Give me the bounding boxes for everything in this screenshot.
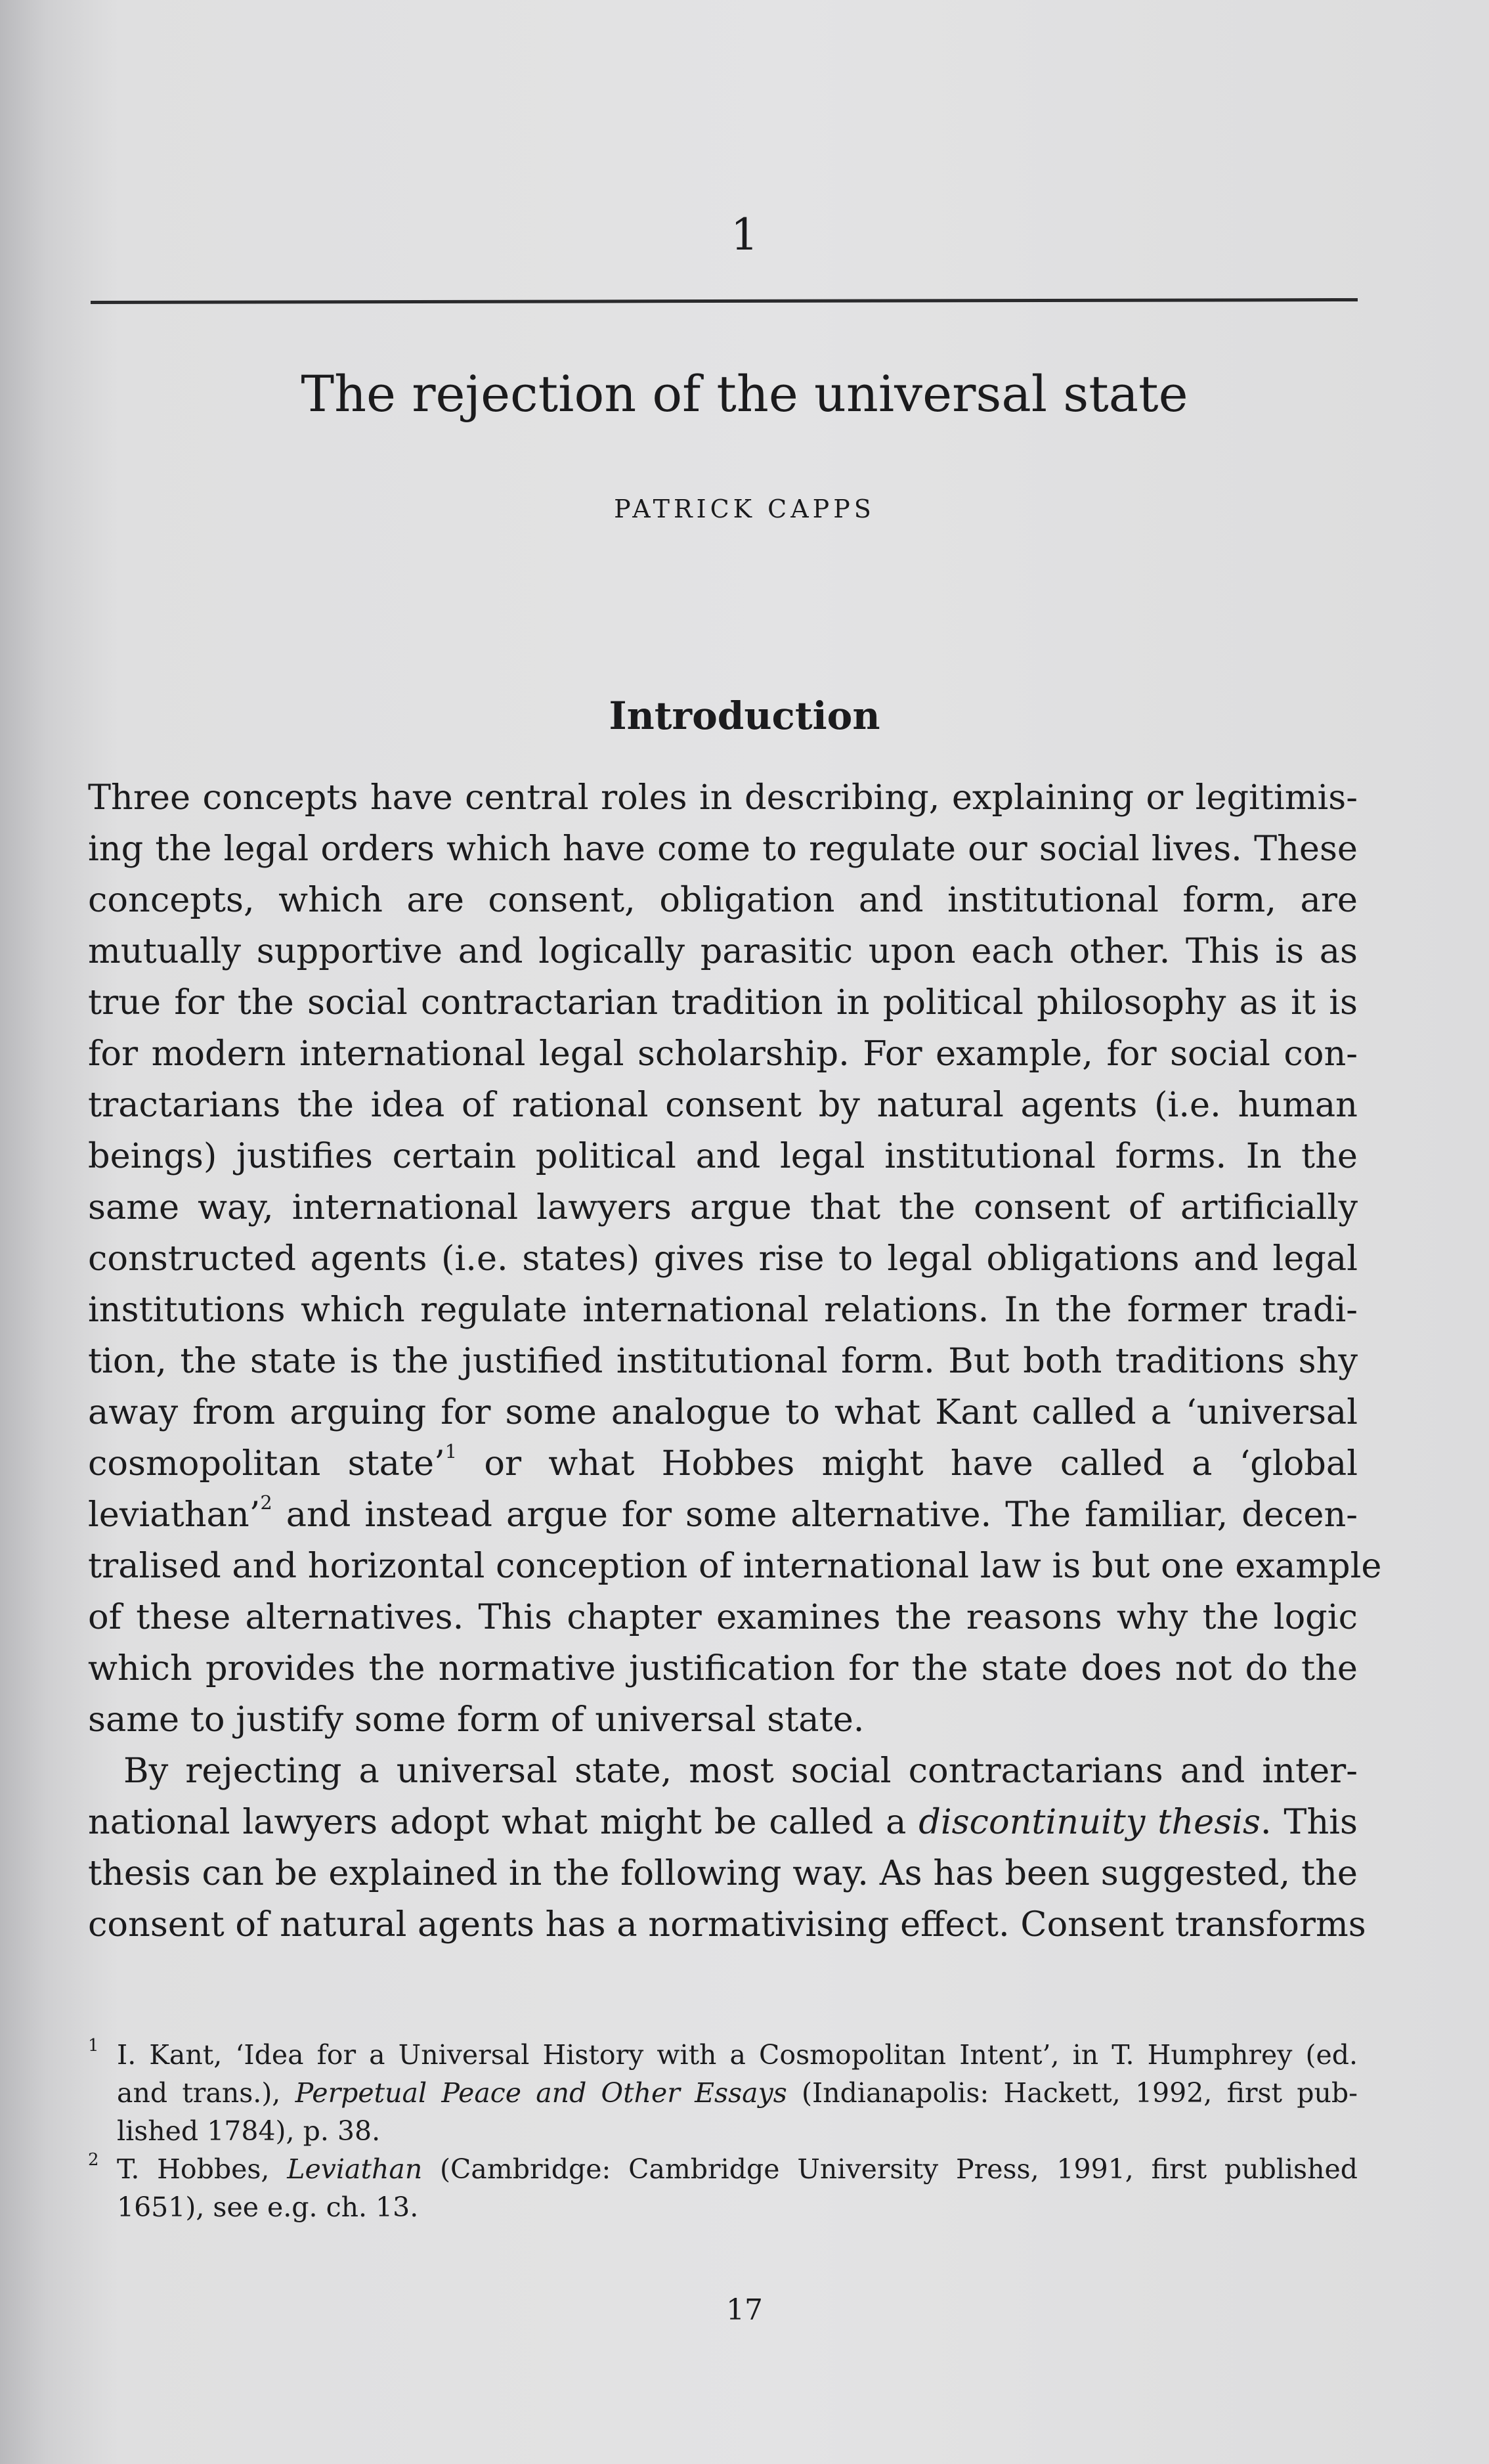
text-line: which provides the normative justification for the state does not do the — [88, 1648, 1358, 1688]
text-fragment: or what Hobbes might have called a ‘global — [457, 1443, 1358, 1484]
chapter-number: 1 — [731, 209, 758, 260]
footnotes — [88, 2036, 1358, 2226]
footnote-line — [117, 2150, 1358, 2188]
text-fragment: cosmopolitan state’ — [88, 1443, 445, 1484]
footnote-mark: 2 — [88, 2150, 99, 2170]
footnote-ref-1: 1 — [444, 1440, 458, 1463]
footnote-line: I. Kant, ‘Idea for a Universal History with a Cosmopolitan Intent’, in T. Humphrey (ed. — [117, 2039, 1358, 2071]
footnote-line: 1651), see e.g. ch. 13. — [117, 2191, 419, 2223]
text-fragment: national lawyers adopt what might be called a — [88, 1802, 919, 1842]
text-line: Three concepts have central roles in describing, explaining or legitimis- — [88, 778, 1358, 818]
text-fragment: leviathan’ — [88, 1495, 261, 1535]
text-line: away from arguing for some analogue to what Kant called a ‘universal — [88, 1392, 1358, 1432]
footnote-line — [117, 2074, 1358, 2112]
paragraph-1 — [88, 772, 1382, 1746]
italic-title: Perpetual Peace and Other Essays — [295, 2077, 787, 2109]
text-line: true for the social contractarian tradition in political philosophy as it is — [88, 982, 1358, 1023]
text-line: beings) justifies certain political and legal institutional forms. In the — [88, 1136, 1358, 1176]
footnote-1 — [88, 2036, 1358, 2150]
text-fragment: (Indianapolis: Hackett, 1992, first pub- — [787, 2077, 1358, 2109]
text-line: institutions which regulate international relations. In the former tradi- — [88, 1290, 1358, 1330]
text-line: thesis can be explained in the following way. As has been suggested, the — [88, 1853, 1358, 1893]
text-line: same way, international lawyers argue that the consent of artificially — [88, 1187, 1358, 1227]
section-heading: Introduction — [609, 693, 880, 738]
text-line: tralised and horizontal conception of international law is but one example — [88, 1546, 1382, 1586]
text-line: same to justify some form of universal state. — [88, 1700, 865, 1740]
footnote-2 — [88, 2150, 1358, 2226]
text-line: concepts, which are consent, obligation and institutional form, are — [88, 880, 1358, 920]
text-line: constructed agents (i.e. states) gives rise to legal obligations and legal — [88, 1239, 1358, 1279]
text-fragment: . This — [1260, 1802, 1358, 1842]
text-line: By rejecting a universal state, most social contractarians and inter- — [123, 1751, 1358, 1791]
italic-term: discontinuity thesis — [918, 1802, 1261, 1842]
text-line — [88, 1489, 1358, 1541]
text-line: consent of natural agents has a normativising effect. Consent transforms — [88, 1904, 1366, 1945]
chapter-author: PATRICK CAPPS — [614, 495, 875, 523]
paragraph-2 — [88, 1746, 1366, 1950]
footnote-line: lished 1784), p. 38. — [117, 2115, 381, 2147]
text-line: mutually supportive and logically parasitic upon each other. This is as — [88, 931, 1358, 971]
chapter-title: The rejection of the universal state — [301, 364, 1188, 423]
body-text — [88, 772, 1382, 1950]
text-fragment: (Cambridge: Cambridge University Press, 1991, first published — [422, 2153, 1358, 2185]
text-fragment: T. Hobbes, — [117, 2153, 288, 2185]
text-line: tractarians the idea of rational consent by natural agents (i.e. human — [88, 1085, 1358, 1125]
text-fragment: and trans.), — [117, 2077, 295, 2109]
chapter-rule — [91, 298, 1358, 304]
footnote-mark: 1 — [88, 2036, 99, 2056]
text-line — [88, 1797, 1358, 1848]
page-number: 17 — [726, 2293, 763, 2327]
text-line: for modern international legal scholarship. For example, for social con- — [88, 1034, 1358, 1074]
text-fragment: and instead argue for some alternative. The familiar, decen- — [272, 1495, 1358, 1535]
text-line: of these alternatives. This chapter examines the reasons why the logic — [88, 1597, 1358, 1637]
text-line: ing the legal orders which have come to regulate our social lives. These — [88, 829, 1358, 869]
text-line: tion, the state is the justified institutional form. But both traditions shy — [88, 1341, 1358, 1381]
italic-title: Leviathan — [287, 2153, 423, 2185]
text-line — [88, 1438, 1358, 1489]
footnote-ref-2: 2 — [260, 1491, 272, 1514]
